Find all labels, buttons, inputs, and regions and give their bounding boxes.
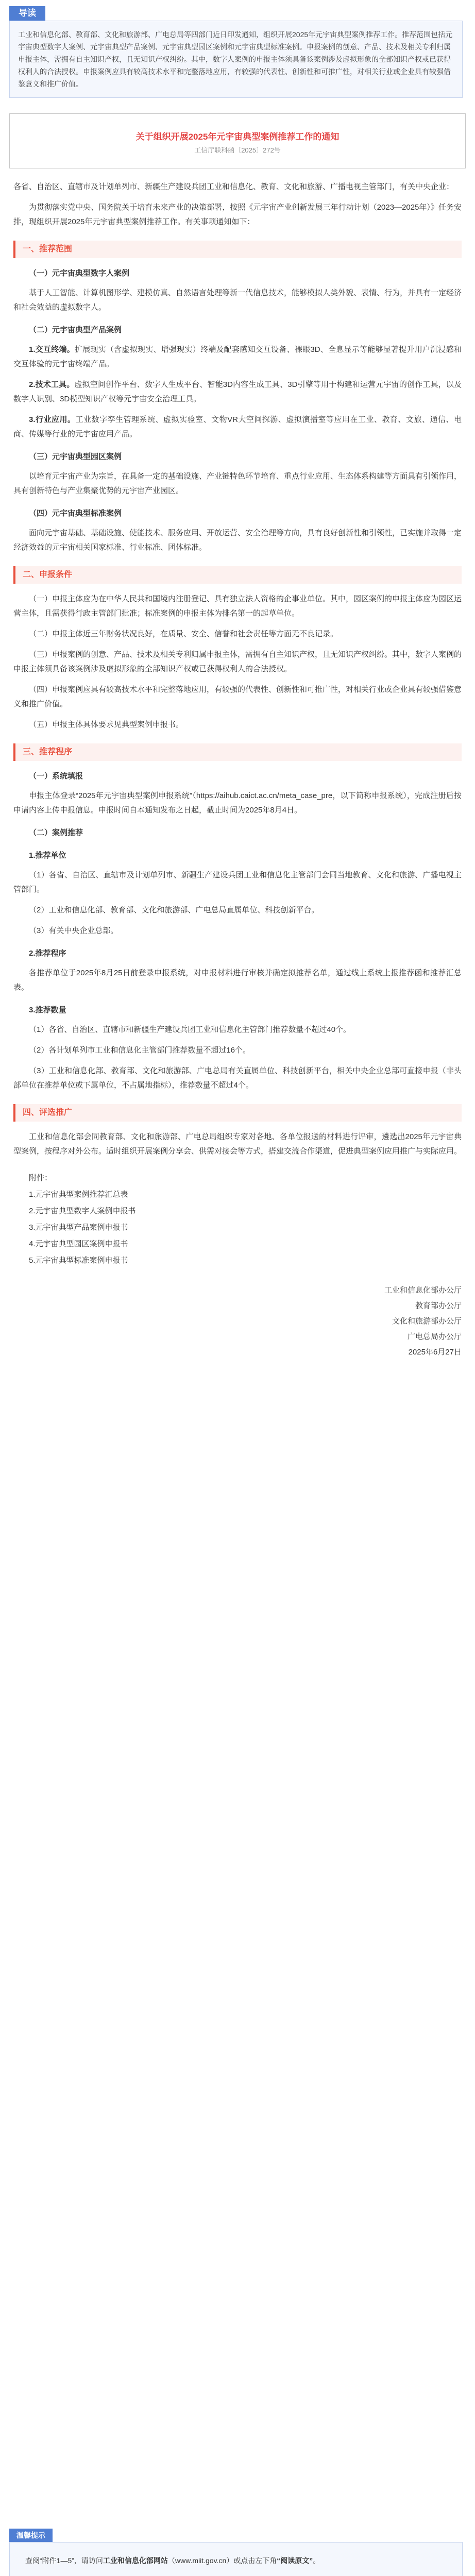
subheading-digital-human: （一）元宇宙典型数字人案例 [29,269,130,278]
units-item-3: （3）有关中央企业总部。 [29,926,118,935]
units-item-2: （2）工业和信息化部、教育部、文化和旅游部、广电总局直属单位、科技创新平台。 [29,906,319,914]
quota-item-1: （1）各省、自治区、直辖市和新疆生产建设兵团工业和信息化主管部门推荐数量不超过40个。 [29,1025,351,1034]
condition-1: （一）申报主体应为在中华人民共和国境内注册登记、具有独立法人资格的企事业单位。其中，园区案例的申报主体应为园区运营主体，且需获得行政主管部门批准；标准案例的申报主体为排名第一的起草单位。 [13,595,462,618]
addressee: 各省、自治区、直辖市及计划单列市、新疆生产建设兵团工业和信息化、教育、文化和旅游、广播电视主管部门，有关中央企业： [13,182,454,191]
condition-5: （五）申报主体具体要求见典型案例申报书。 [29,720,184,729]
section-heading-evaluation: 四、评选推广 [13,1104,462,1122]
section-heading-procedure: 三、推荐程序 [13,743,462,761]
subheading-online-filing: （一）系统填报 [29,772,83,781]
paragraph-online-filing: 申报主体登录“2025年元宇宙典型案例申报系统”（https://aihub.caict.ac.cn/meta_case_pre，以下简称申报系统），完成注册后按申请内容上传申报信息。申报时间自本通知发布之日起，截止时间为2025年8月4日。 [13,791,462,815]
intro-paragraph: 为贯彻落实党中央、国务院关于培育未来产业的决策部署，按照《元宇宙产业创新发展三年行动计划（2023—2025年）》任务安排，现组织开展2025年元宇宙典型案例推荐工作。有关事项通知如下： [13,203,462,226]
tips-text: 。 [313,2556,320,2565]
subheading-recommend-quota: 3.推荐数量 [29,1006,66,1014]
attachment-item: 2.元宇宙典型数字人案例申报书 [29,1207,136,1215]
section-heading-scope: 一、推荐范围 [13,241,462,258]
lead-terminals: 1.交互终端。 [29,345,75,354]
subheading-park: （三）元宇宙典型园区案例 [29,452,122,461]
signer: 广电总局办公厅 [407,1332,462,1341]
section-heading-conditions: 二、申报条件 [13,566,462,584]
attachments [13,1171,462,1268]
condition-4: （四）申报案例应具有较高技术水平和完整落地应用，有较强的代表性、创新性和可推广性，对相关行业或企业具有较强借鉴意义和推广价值。 [13,685,462,708]
subheading-recommending-units: 1.推荐单位 [29,851,66,860]
text-tools: 虚拟空间创作平台、数字人生成平台、智能3D内容生成工具、3D引擎等用于构建和运营元宇宙的创作工具，以及数字人识别、3D模型知识产权等元宇宙安全治理工具。 [13,380,462,403]
text-industry: 工业数字孪生管理系统、虚拟实验室、文物VR大空间探游、虚拟演播室等应用在工业、教育、文旅、通信、电商、传媒等行业的元宇宙应用产品。 [13,415,462,438]
condition-2: （二）申报主体近三年财务状况良好，在质量、安全、信誉和社会责任等方面无不良记录。 [29,630,338,638]
units-item-1: （1）各省、自治区、直辖市及计划单列市、新疆生产建设兵团工业和信息化主管部门会同当地教育、文化和旅游、广播电视主管部门。 [13,871,462,894]
tips-text: （www.miit.gov.cn）或点击左下角 [167,2556,277,2565]
sign-date: 2025年6月27日 [408,1348,462,1357]
quota-item-3: （3）工业和信息化部、教育部、文化和旅游部、广电总局有关直属单位、科技创新平台，相关中央企业总部可直接申报（非头部单位在推荐单位或下属单位，不占属地指标），推荐数量不超过4个。 [13,1066,462,1090]
subheading-product: （二）元宇宙典型产品案例 [29,326,122,334]
subheading-recommend-procedure: 2.推荐程序 [29,949,66,958]
notice-content [0,180,475,1360]
notice-title: 关于组织开展2025年元宇宙典型案例推荐工作的通知 [135,132,340,142]
document-number: 工信厅联科函〔2025〕272号 [194,146,281,154]
paragraph-terminals [13,343,462,371]
quota-item-2: （2）各计划单列市工业和信息化主管部门推荐数量不超过16个。 [29,1046,251,1055]
lead-tools: 2.技术工具。 [29,380,75,389]
subheading-recommendation: （二）案例推荐 [29,828,83,837]
paragraph-evaluation: 工业和信息化部会同教育部、文化和旅游部、广电总局组织专家对各地、各单位报送的材料进行评审，遴选出2025年元宇宙典型案例，按程序对外公布。适时组织开展案例分享会、供需对接会等方式，搭建交流合作渠道，促进典型案例应用推广与实际应用。 [13,1132,462,1156]
attachment-item: 3.元宇宙典型产品案例申报书 [29,1223,128,1232]
signer: 工业和信息化部办公厅 [384,1286,462,1295]
attachments-title: 附件： [29,1174,53,1182]
subheading-standard: （四）元宇宙典型标准案例 [29,509,122,518]
notice-header [9,113,466,168]
lead-tag: 导读 [9,6,45,21]
paragraph-recommend-procedure: 各推荐单位于2025年8月25日前登录申报系统，对申报材料进行审核并确定拟推荐名单，通过线上系统上报推荐函和推荐汇总表。 [13,969,462,992]
signer: 教育部办公厅 [415,1301,462,1310]
paragraph-digital-human: 基于人工智能、计算机图形学、建模仿真、自然语言处理等新一代信息技术，能够模拟人类外貌、表情、行为，并具有一定经济和社会效益的虚拟数字人。 [13,289,462,312]
condition-3: （三）申报案例的创意、产品、技术及相关专利归属申报主体，需拥有自主知识产权，且无知识产权纠纷。其中，数字人案例的申报主体须具备该案例涉及虚拟形象的全部知识产权或已获得权利人的合法授权。 [13,650,462,673]
notice-body [0,113,475,1361]
attachment-item: 5.元宇宙典型标准案例申报书 [29,1256,128,1265]
lead-summary: 工业和信息化部、教育部、文化和旅游部、广电总局等四部门近日印发通知，组织开展2025年元宇宙典型案例推荐工作。推荐范围包括元宇宙典型数字人案例、元宇宙典型产品案例、元宇宙典型园区案例和元宇宙典型标准案例。申报案例的创意、产品、技术及相关专利归属申报主体，需拥有自主知识产权，且无知识产权纠纷。其中，数字人案例的申报主体须具备该案例涉及虚拟形象的全部知识产权或已获得权利人的合法授权。申报案例应具有较高技术水平和完整落地应用，有较强的代表性、创新性和可推广性，对相关行业或企业具有较强借鉴意义和推广价值。 [9,21,463,98]
text-terminals: 扩展现实（含虚拟现实、增强现实）终端及配套感知交互设备、裸眼3D、全息显示等能够显著提升用户沉浸感和交互体验的元宇宙终端产品。 [13,345,462,368]
tips-box [9,2542,463,2576]
paragraph-park: 以培育元宇宙产业为宗旨，在具备一定的基础设施、产业链特色环节培育、重点行业应用、生态体系构建等方面具有引领作用，具有创新特色与产业集聚优势的元宇宙产业园区。 [13,472,462,495]
paragraph-standard: 面向元宇宙基础、基础设施、使能技术、服务应用、开放运营、安全治理等方向，具有良好创新性和引领性，已实施并取得一定经济效益的元宇宙相关国家标准、行业标准、团体标准。 [13,529,462,552]
tips-site-link[interactable]: 工业和信息化部网站 [103,2556,168,2565]
tips-text: 查阅“附件1—5”，请访问 [25,2556,103,2565]
paragraph-industry [13,413,462,442]
read-original-link[interactable]: “阅读原文” [277,2556,313,2565]
paragraph-tools [13,378,462,406]
tips-tag: 温馨提示 [9,2529,53,2542]
signer: 文化和旅游部办公厅 [392,1317,462,1326]
attachment-item: 1.元宇宙典型案例推荐汇总表 [29,1190,128,1199]
lead-industry: 3.行业应用。 [29,415,76,424]
signature-block [13,1283,462,1360]
attachment-item: 4.元宇宙典型园区案例申报书 [29,1240,128,1248]
